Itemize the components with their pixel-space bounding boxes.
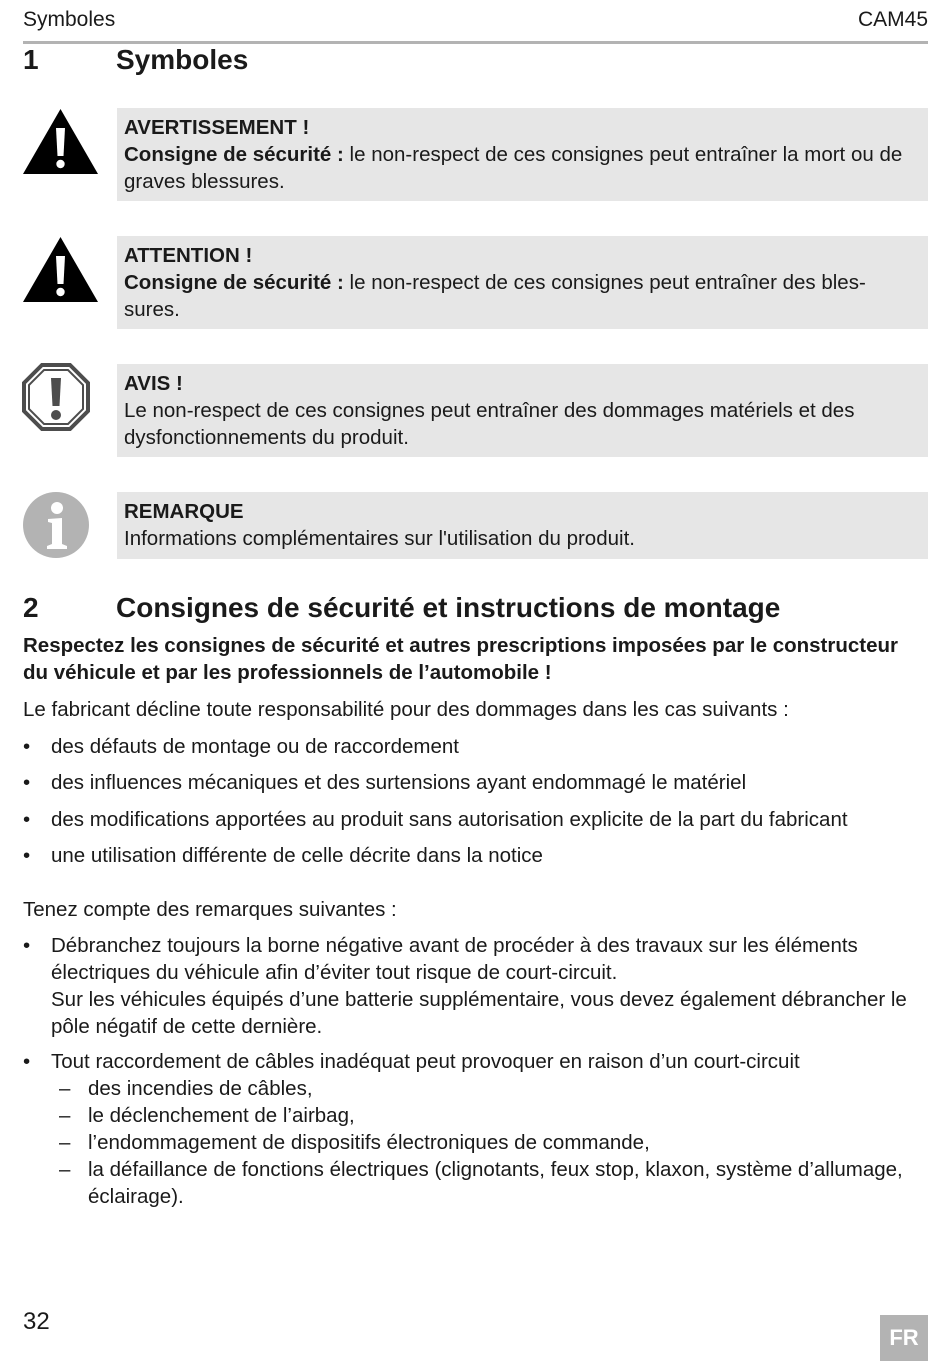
list-item <box>23 842 930 869</box>
notice-title: ATTENTION ! <box>124 244 253 267</box>
dash-marker: – <box>59 1104 71 1127</box>
sub-list-item <box>51 1075 930 1102</box>
notice-text: le non-respect de ces consignes peut entraîner la mort ou de graves blessures. <box>124 143 903 193</box>
notice-title: REMARQUE <box>124 500 244 523</box>
notice-caution <box>117 236 928 329</box>
octagon-exclamation-icon <box>22 363 90 431</box>
list-item-text: des influences mécaniques et des surtensions ayant endommagé le matériel <box>51 771 747 794</box>
notice-warning <box>117 108 928 201</box>
notice-text: Le non-respect de ces consignes peut entraîner des dommages matériels et des dysfonctionnements du produit. <box>124 399 855 449</box>
notice-remark <box>117 492 928 559</box>
header-product-name: CAM45 <box>857 8 928 31</box>
list-item <box>23 769 930 796</box>
notice-label: Consigne de sécurité : <box>124 143 344 166</box>
remarks-intro: Tenez compte des remarques suivantes : <box>23 898 397 921</box>
warning-triangle-icon <box>22 236 99 304</box>
bullet-marker: • <box>23 934 31 957</box>
notice-notice <box>117 364 928 457</box>
notice-label: Consigne de sécurité : <box>124 271 344 294</box>
warning-triangle-icon <box>22 108 99 176</box>
dash-marker: – <box>59 1158 71 1181</box>
section-number: 2 <box>23 592 39 623</box>
sub-list-item <box>51 1156 930 1210</box>
list-item <box>23 932 930 1040</box>
list-item-text: des défauts de montage ou de raccordement <box>51 735 459 758</box>
list-item-text: Sur les véhicules équipés d’une batterie supplémentaire, vous devez également débrancher le pôle négatif de cette dernière. <box>51 988 907 1038</box>
sub-list-item <box>51 1102 930 1129</box>
list-item <box>23 1048 930 1210</box>
sub-list-item-text: l’endommagement de dispositifs électroniques de commande, <box>88 1131 650 1154</box>
dash-marker: – <box>59 1077 71 1100</box>
header-section-name: Symboles <box>23 8 116 31</box>
sub-list-item-text: des incendies de câbles, <box>88 1077 313 1100</box>
intro-paragraph: Le fabricant décline toute responsabilité pour des dommages dans les cas suivants : <box>23 698 789 721</box>
list-item-text: Débranchez toujours la borne négative avant de procéder à des travaux sur les éléments électriques du véhicule afin d’éviter tout risque de court-circuit. <box>51 934 858 984</box>
section-number: 1 <box>23 44 39 75</box>
dash-marker: – <box>59 1131 71 1154</box>
list-item-text: une utilisation différente de celle décrite dans la notice <box>51 844 543 867</box>
bullet-marker: • <box>23 808 31 831</box>
notice-title: AVERTISSEMENT ! <box>124 116 310 139</box>
list-item <box>23 733 930 760</box>
sub-list-item <box>51 1129 930 1156</box>
notice-text: le non-respect de ces consignes peut entraîner des bles-sures. <box>124 271 866 321</box>
info-circle-icon <box>22 491 90 559</box>
bullet-marker: • <box>23 844 31 867</box>
notice-title: AVIS ! <box>124 372 183 395</box>
bullet-marker: • <box>23 1050 31 1073</box>
page-number: 32 <box>23 1308 50 1335</box>
sub-list-item-text: le déclenchement de l’airbag, <box>88 1104 355 1127</box>
list-item <box>23 806 930 833</box>
page-header <box>23 8 928 44</box>
notice-text: Informations complémentaires sur l'utilisation du produit. <box>124 527 635 550</box>
lead-paragraph: Respectez les consignes de sécurité et autres prescriptions imposées par le constructeur du véhicule et par les professionnels de l’automobile ! <box>23 634 898 684</box>
section-title: Symboles <box>116 44 249 75</box>
list-item-text: Tout raccordement de câbles inadéquat peut provoquer en raison d’un court-circuit <box>51 1050 800 1073</box>
list-item-text: des modifications apportées au produit sans autorisation explicite de la part du fabricant <box>51 808 848 831</box>
bullet-marker: • <box>23 771 31 794</box>
sub-list-item-text: la défaillance de fonctions électriques (clignotants, feux stop, klaxon, système d’allumage, éclairage). <box>88 1158 903 1208</box>
section-title: Consignes de sécurité et instructions de montage <box>116 592 781 623</box>
language-tab: FR <box>880 1315 928 1361</box>
bullet-marker: • <box>23 735 31 758</box>
